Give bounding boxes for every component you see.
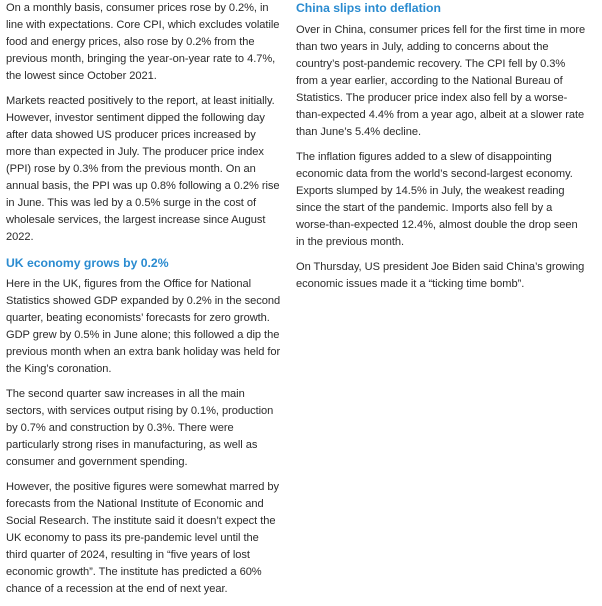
china-trade-paragraph: The inflation figures added to a slew of disappointing economic data from the world’s second-largest economy. Exports slumped by 14.5% in July, the weakest reading since the start of the pandemic. Imports also fell by a worse-than-expected 12.4%, almost double the drop seen in the previous month. — [296, 151, 578, 248]
china-deflation-heading: China slips into deflation — [296, 1, 441, 15]
us-cpi-paragraph: On a monthly basis, consumer prices rose by 0.2%, in line with expectations. Core CPI, which excludes volatile food and energy prices, also rose by 0.2% from the previous month, bringing the year-on-year rate to 4.7%, the lowest since October 2021. — [6, 2, 280, 82]
uk-gdp-paragraph: Here in the UK, figures from the Office for National Statistics showed GDP expanded by 0.2% in the second quarter, beating economists’ forecasts for zero growth. GDP grew by 0.5% in June alone; this followed a dip the previous month when an extra bank holiday was held for the King’s coronation. — [6, 278, 281, 375]
biden-quote-paragraph: On Thursday, US president Joe Biden said China’s growing economic issues made it a “ticking time bomb”. — [296, 261, 585, 290]
uk-economy-heading: UK economy grows by 0.2% — [6, 256, 169, 270]
china-cpi-paragraph: Over in China, consumer prices fell for the first time in more than two years in July, adding to concerns about the country’s post-pandemic recovery. The CPI fell by 0.3% from a year earlier, according to the National Bureau of Statistics. The producer price index also fell by a worse-than-expected 4.4% from a year ago, albeit at a slower rate than June’s 5.4% decline. — [296, 24, 586, 138]
markets-reaction-paragraph: Markets reacted positively to the report, at least initially. However, investor sentiment dipped the following day after data showed US producer prices increased by more than expected in July. The producer price index (PPI) rose by 0.3% from the previous month. On an annual basis, the PPI was up 0.8% following a 0.2% rise in June. This was led by a 0.5% surge in the cost of wholesale services, the largest increase since August 2022. — [6, 95, 280, 243]
right-column — [296, 0, 586, 301]
uk-sectors-paragraph: The second quarter saw increases in all the main sectors, with services output rising by 0.1%, production by 0.7% and construction by 0.3%. There were particularly strong rises in manufacturing, as well as consumer and government spending. — [6, 388, 274, 468]
left-column — [6, 0, 282, 606]
niesr-forecast-paragraph: However, the positive figures were somewhat marred by forecasts from the National Institute of Economic and Social Research. The institute said it doesn’t expect the UK economy to pass its pre-pandemic level until the third quarter of 2024, resulting in “five years of lost economic growth”. The institute has predicted a 60% chance of a recession at the end of next year. — [6, 481, 279, 595]
